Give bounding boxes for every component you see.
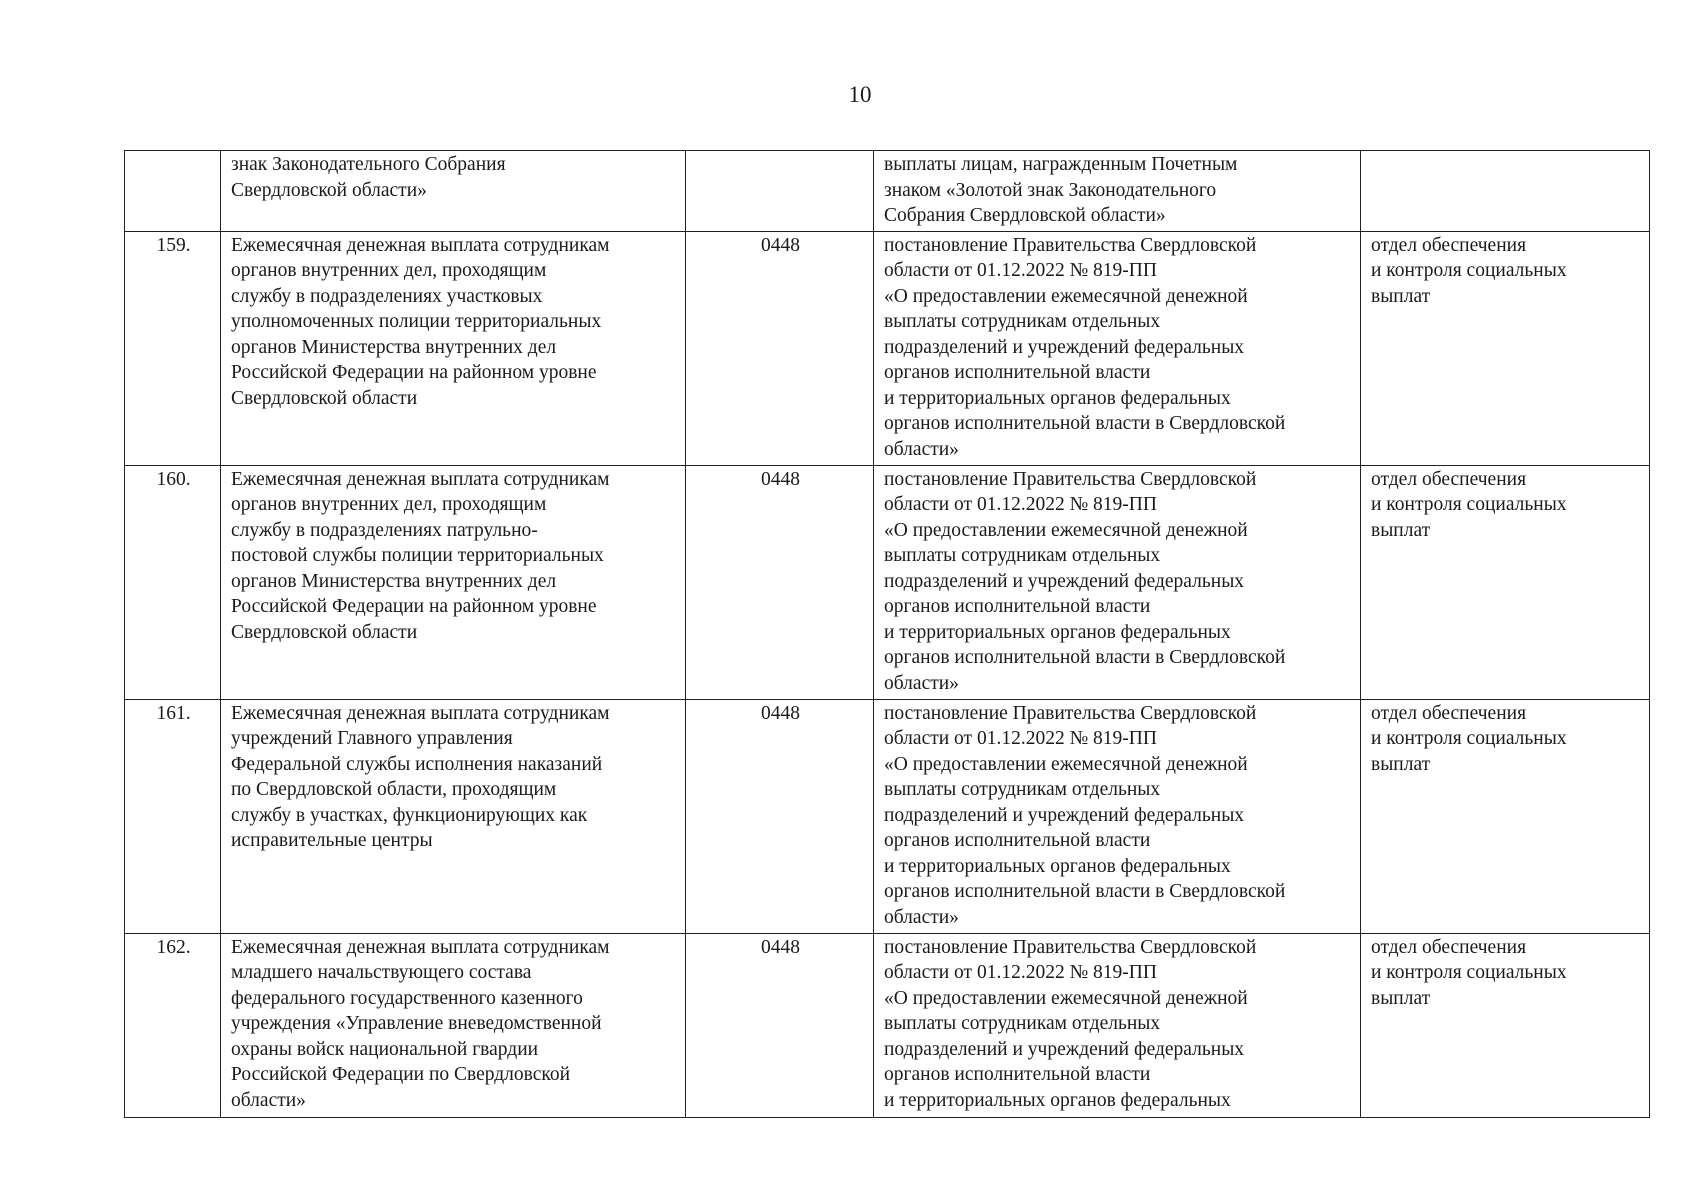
page-number: 10 — [848, 82, 872, 107]
table-row-continuation — [125, 151, 1650, 232]
cell-number: 162. — [125, 933, 221, 1117]
cell-legal-basis: постановление Правительства Свердловской области от 01.12.2022 № 819-ПП «О предоставлении ежемесячной денежной выплаты сотрудникам отдельных подразделений и учреждений федеральных органов исполнительной власти и территориальных органов федеральных органов исполнительной власти в Свердловской области» — [874, 699, 1361, 933]
cell-department — [1361, 151, 1650, 232]
cell-department: отдел обеспечения и контроля социальных выплат — [1361, 465, 1650, 699]
table-row — [125, 699, 1650, 933]
cell-payment-name: Ежемесячная денежная выплата сотрудникам органов внутренних дел, проходящим службу в подразделениях патрульно- постовой службы полиции территориальных органов Министерства внутренних дел Российской Федерации на районном уровне Свердловской области — [221, 465, 686, 699]
cell-department: отдел обеспечения и контроля социальных выплат — [1361, 933, 1650, 1117]
cell-legal-basis: постановление Правительства Свердловской области от 01.12.2022 № 819-ПП «О предоставлении ежемесячной денежной выплаты сотрудникам отдельных подразделений и учреждений федеральных органов исполнительной власти и территориальных органов федеральных органов исполнительной власти в Свердловской области» — [874, 465, 1361, 699]
table-row — [125, 465, 1650, 699]
cell-department: отдел обеспечения и контроля социальных выплат — [1361, 231, 1650, 465]
cell-code: 0448 — [686, 933, 874, 1117]
cell-legal-basis: постановление Правительства Свердловской области от 01.12.2022 № 819-ПП «О предоставлении ежемесячной денежной выплаты сотрудникам отдельных подразделений и учреждений федеральных органов исполнительной власти и территориальных органов федеральных органов исполнительной власти в Свердловской области» — [874, 231, 1361, 465]
cell-number: 159. — [125, 231, 221, 465]
cell-payment-name: Ежемесячная денежная выплата сотрудникам младшего начальствующего состава федерального государственного казенного учреждения «Управление вневедомственной охраны войск национальной гвардии Российской Федерации по Свердловской области» — [221, 933, 686, 1117]
cell-legal-basis: выплаты лицам, награжденным Почетным знаком «Золотой знак Законодательного Собрания Свердловской области» — [874, 151, 1361, 232]
cell-department: отдел обеспечения и контроля социальных выплат — [1361, 699, 1650, 933]
cell-code — [686, 151, 874, 232]
cell-number: 161. — [125, 699, 221, 933]
cell-number — [125, 151, 221, 232]
payments-table — [124, 150, 1650, 1118]
cell-legal-basis: постановление Правительства Свердловской области от 01.12.2022 № 819-ПП «О предоставлении ежемесячной денежной выплаты сотрудникам отдельных подразделений и учреждений федеральных органов исполнительной власти и территориальных органов федеральных — [874, 933, 1361, 1117]
cell-code: 0448 — [686, 699, 874, 933]
cell-payment-name: Ежемесячная денежная выплата сотрудникам органов внутренних дел, проходящим службу в подразделениях участковых уполномоченных полиции территориальных органов Министерства внутренних дел Российской Федерации на районном уровне Свердловской области — [221, 231, 686, 465]
cell-code: 0448 — [686, 231, 874, 465]
cell-code: 0448 — [686, 465, 874, 699]
cell-number: 160. — [125, 465, 221, 699]
cell-payment-name: знак Законодательного Собрания Свердловской области» — [221, 151, 686, 232]
table-row — [125, 231, 1650, 465]
table-row — [125, 933, 1650, 1117]
cell-payment-name: Ежемесячная денежная выплата сотрудникам учреждений Главного управления Федеральной службы исполнения наказаний по Свердловской области, проходящим службу в участках, функционирующих как исправительные центры — [221, 699, 686, 933]
